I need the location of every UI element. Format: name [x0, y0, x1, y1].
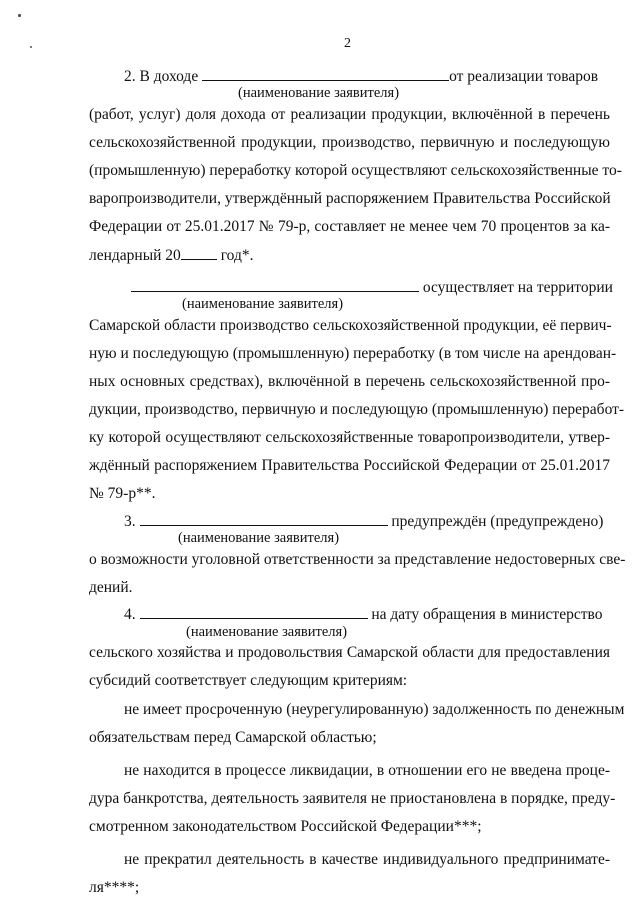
item2b-suffix: осуществляет на территории	[422, 279, 613, 296]
text-line: дукции, производство, первичную и последующую (промышленную) переработ-	[89, 401, 625, 418]
scan-speck	[30, 46, 32, 48]
applicant-name-blank	[131, 277, 419, 292]
page-number: 2	[344, 36, 351, 51]
applicant-name-caption: (наименование заявителя)	[182, 296, 344, 312]
criterion-line: ля****;	[89, 879, 140, 896]
text-line: ных основных средствах), включённой в перечень сельскохозяйственной про-	[89, 373, 610, 390]
criterion-line: не прекратил деятельность в качестве индивидуального предпринимате-	[124, 851, 610, 868]
text-line: субсидий соответствует следующим критериям:	[89, 672, 408, 689]
text-line: ждённый распоряжением Правительства Российской Федерации от 25.01.2017	[89, 457, 610, 474]
item4-heading-line	[124, 604, 602, 625]
text-line: сельского хозяйства и продовольствия Самарской области для предоставления	[89, 644, 610, 661]
item3-prefix: 3.	[124, 513, 136, 530]
criterion-line: не находится в процессе ликвидации, в отношении его не введена проце-	[124, 762, 610, 779]
year-blank	[181, 245, 217, 260]
year-prefix: лендарный 20	[89, 247, 181, 264]
applicant-name-blank	[140, 511, 388, 526]
item4-suffix: на дату обращения в министерство	[371, 606, 603, 623]
text-line: № 79-р**.	[89, 485, 156, 502]
applicant-name-blank	[202, 66, 449, 81]
item3-suffix: предупреждён (предупреждено)	[391, 513, 604, 530]
criterion-line: обязательствам перед Самарской областью;	[89, 729, 377, 746]
applicant-name-caption: (наименование заявителя)	[186, 624, 348, 640]
text-line: (промышленную) переработку которой осуществляют сельскохозяйственные то-	[89, 162, 622, 179]
item2-prefix: 2. В доходе	[124, 68, 199, 85]
text-line: о возможности уголовной ответственности за представление недостоверных све-	[89, 551, 626, 568]
text-line: Самарской области производство сельскохозяйственной продукции, её первич-	[89, 317, 612, 334]
applicant-name-caption: (наименование заявителя)	[238, 85, 400, 101]
year-suffix: год*.	[220, 247, 254, 264]
criterion-line: дура банкротства, деятельность заявителя не приостановлена в порядке, преду-	[89, 790, 616, 807]
criterion-line: смотренном законодательством Российской Федерации***;	[89, 818, 482, 835]
year-line	[89, 245, 253, 266]
criterion-line: не имеет просроченную (неурегулированную) задолженность по денежным	[124, 701, 625, 718]
applicant-name-blank	[140, 604, 368, 619]
scan-speck	[18, 14, 21, 17]
text-line: дений.	[89, 579, 133, 596]
item4-prefix: 4.	[124, 606, 136, 623]
applicant-name-caption: (наименование заявителя)	[178, 530, 340, 546]
item2-suffix: от реализации товаров	[449, 68, 599, 85]
text-line: ную и последующую (промышленную) переработку (в том числе на арендован-	[89, 345, 617, 362]
text-line: варопроизводители, утверждённый распоряжением Правительства Российской	[89, 190, 611, 207]
text-line: (работ, услуг) доля дохода от реализации продукции, включённой в перечень	[89, 106, 610, 123]
text-line: Федерации от 25.01.2017 № 79-р, составляет не менее чем 70 процентов за ка-	[89, 218, 610, 235]
text-line: сельскохозяйственной продукции, производство, первичную и последующую	[89, 134, 610, 151]
text-line: ку которой осуществляют сельскохозяйственные товаропроизводители, утвер-	[89, 429, 610, 446]
